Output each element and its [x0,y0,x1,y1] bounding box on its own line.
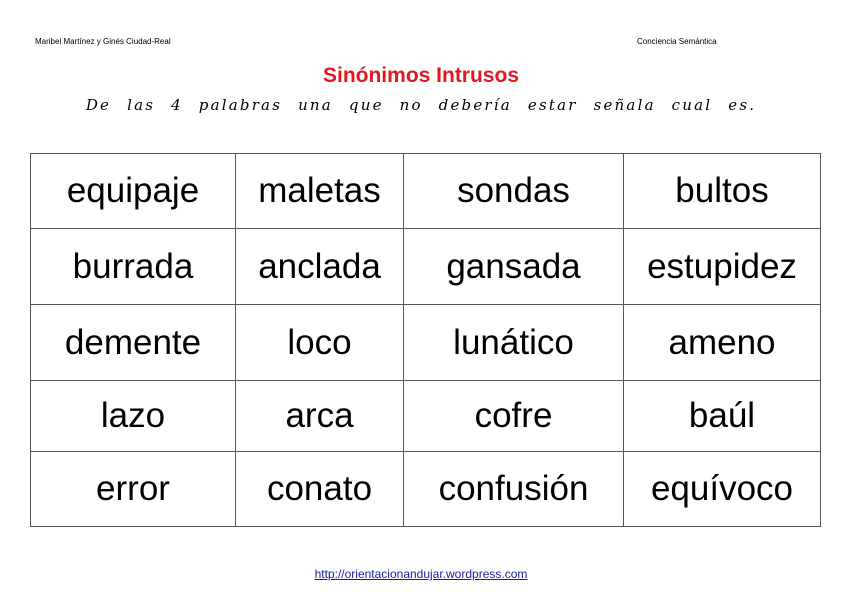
word-cell[interactable]: demente [31,305,236,381]
table-row [31,305,821,381]
word-cell[interactable]: baúl [624,381,821,452]
word-cell[interactable]: lunático [404,305,624,381]
instruction-text: De las 4 palabras una que no debería estar señala cual es. [85,96,757,114]
word-cell[interactable]: burrada [31,229,236,305]
table-row [31,381,821,452]
word-cell[interactable]: conato [236,452,404,527]
word-cell[interactable]: ameno [624,305,821,381]
word-cell[interactable]: lazo [31,381,236,452]
author-header: Maribel Martínez y Ginés Ciudad-Real [35,37,171,46]
table-row [31,229,821,305]
word-cell[interactable]: error [31,452,236,527]
footer [0,567,842,581]
website-link[interactable]: http://orientacionandujar.wordpress.com [314,567,528,581]
word-cell[interactable]: estupidez [624,229,821,305]
table-row [31,154,821,229]
word-cell[interactable]: anclada [236,229,404,305]
word-cell[interactable]: gansada [404,229,624,305]
page-title: Sinónimos Intrusos [322,64,519,87]
category-header: Conciencia Semántica [637,37,717,46]
word-cell[interactable]: loco [236,305,404,381]
word-cell[interactable]: cofre [404,381,624,452]
table-row [31,452,821,527]
word-cell[interactable]: bultos [624,154,821,229]
word-cell[interactable]: maletas [236,154,404,229]
word-cell[interactable]: equívoco [624,452,821,527]
word-table [30,153,821,527]
word-cell[interactable]: sondas [404,154,624,229]
word-cell[interactable]: arca [236,381,404,452]
word-cell[interactable]: equipaje [31,154,236,229]
word-cell[interactable]: confusión [404,452,624,527]
